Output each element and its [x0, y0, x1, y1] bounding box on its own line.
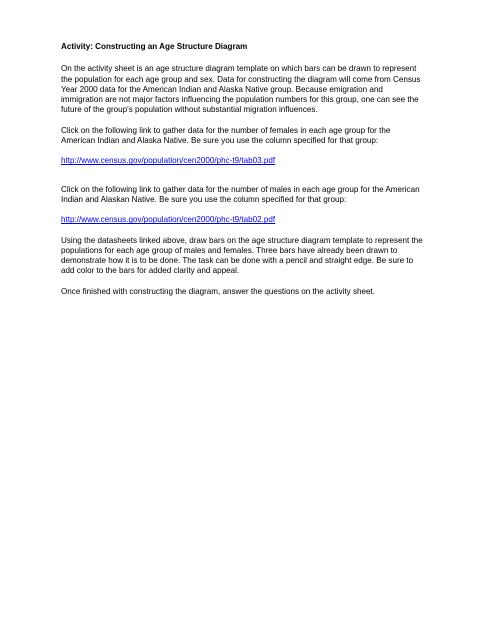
males-instruction: Click on the following link to gather data for the number of males in each age group for the American Indian and Alaskan Native. Be sure you use the column specified for that group:: [61, 184, 420, 204]
closing-paragraph: Once finished with constructing the diagram, answer the questions on the activity sheet.: [61, 286, 376, 296]
females-data-link[interactable]: http://www.census.gov/population/cen2000/phc-t9/tab03.pdf: [61, 156, 276, 166]
males-data-link[interactable]: http://www.census.gov/population/cen2000/phc-t9/tab02.pdf: [61, 215, 276, 225]
females-link-paragraph: [61, 156, 425, 166]
intro-paragraph: On the activity sheet is an age structure diagram template on which bars can be drawn to represent the population for each age group and sex. Data for constructing the diagram will come from Census Year 2000 data for the American Indian and Alaska Native group. Because emigration and immigration are not major factors influencing the population numbers for this group, one can see the future of the group's population without substantial migration influences.: [61, 64, 421, 115]
drawing-instruction: Using the datasheets linked above, draw bars on the age structure diagram template to represent the populations for each age group of males and females. Three bars have already been drawn to demonstrate how it is to be done. The task can be done with a pencil and straight edge. Be sure to add color to the bars for added clarity and appeal.: [61, 235, 423, 276]
females-instruction: Click on the following link to gather data for the number of females in each age group for the American Indian and Alaska Native. Be sure you use the column specified for that group:: [61, 125, 391, 146]
activity-title: Activity: Constructing an Age Structure Diagram: [61, 42, 248, 51]
males-link-paragraph: [61, 215, 425, 225]
